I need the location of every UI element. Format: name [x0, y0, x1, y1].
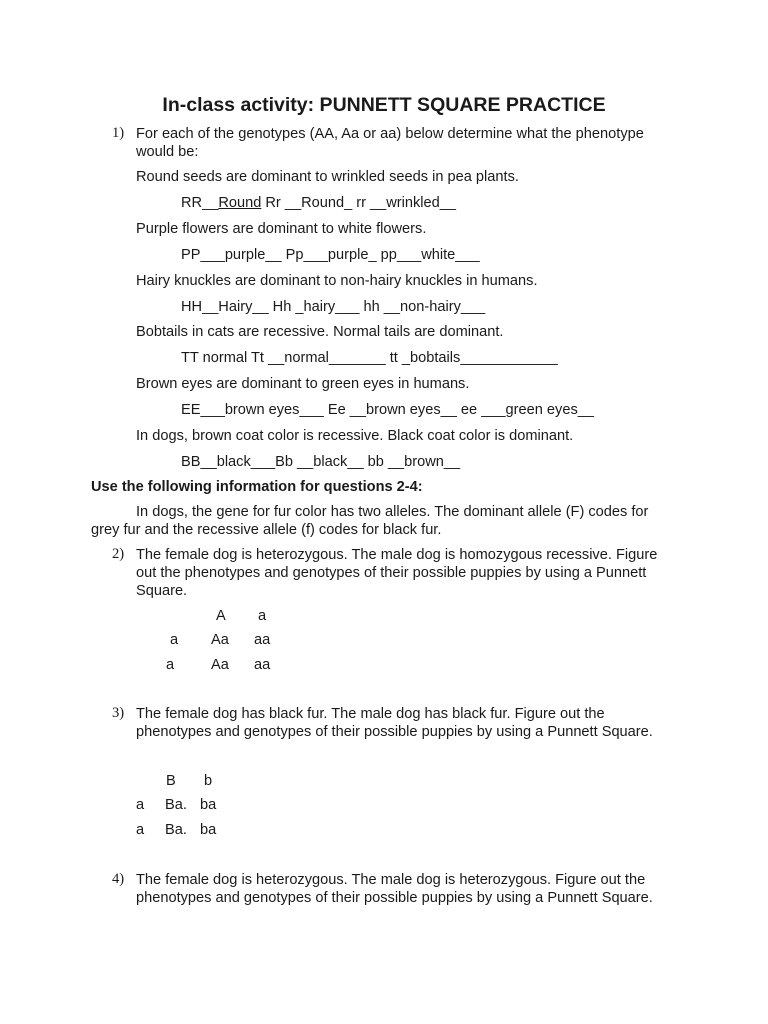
q1-answer-seeds-post: Rr __Round_ rr __wrinkled__ [261, 195, 457, 211]
q2-square-row-1-label: a [170, 632, 179, 648]
q1-answer-tails: TT normal Tt __normal_______ tt _bobtails____________ [181, 350, 558, 366]
q2-square-row-2-cell-1: Aa [211, 657, 229, 673]
q2-square-row-2-label: a [166, 657, 175, 673]
question-4-number: 4) [112, 871, 125, 887]
question-3-line-1: The female dog has black fur. The male dog has black fur. Figure out the [136, 706, 605, 722]
q1-answer-seeds-underlined: Round [218, 195, 262, 211]
q2-square-row-1-cell-1: Aa [211, 632, 229, 648]
q1-answer-coat: BB__black___Bb __black__ bb __brown__ [181, 454, 461, 470]
q3-square-row-1-label: a [136, 797, 145, 813]
info-line-1: In dogs, the gene for fur color has two alleles. The dominant allele (F) codes for [136, 504, 649, 520]
q3-square-header-2: b [204, 773, 213, 789]
q1-statement-flowers: Purple flowers are dominant to white flowers. [136, 221, 427, 237]
info-line-2: grey fur and the recessive allele (f) codes for black fur. [91, 522, 442, 538]
q3-square-row-2-cell-2: ba [200, 822, 217, 838]
question-1-number: 1) [112, 125, 125, 141]
q1-answer-seeds [181, 194, 456, 212]
q3-square-row-2-label: a [136, 822, 145, 838]
q3-square-row-1-cell-2: ba [200, 797, 217, 813]
q1-statement-coat: In dogs, brown coat color is recessive. Black coat color is dominant. [136, 428, 574, 444]
question-2-number: 2) [112, 546, 125, 562]
question-3-line-2: phenotypes and genotypes of their possible puppies by using a Punnett Square. [136, 724, 653, 740]
info-heading: Use the following information for questions 2-4: [91, 479, 423, 495]
q2-square-row-2-cell-2: aa [254, 657, 271, 673]
q1-answer-eyes: EE___brown eyes___ Ee __brown eyes__ ee ___green eyes__ [181, 402, 594, 418]
q1-statement-seeds: Round seeds are dominant to wrinkled seeds in pea plants. [136, 169, 519, 185]
q1-statement-knuckles: Hairy knuckles are dominant to non-hairy knuckles in humans. [136, 273, 538, 289]
question-2-line-3: Square. [136, 583, 188, 599]
question-3-number: 3) [112, 705, 125, 721]
question-2-line-1: The female dog is heterozygous. The male dog is homozygous recessive. Figure [136, 547, 658, 563]
question-2-line-2: out the phenotypes and genotypes of their possible puppies by using a Punnett [136, 565, 647, 581]
q1-answer-knuckles: HH__Hairy__ Hh _hairy___ hh __non-hairy___ [181, 299, 486, 315]
page-title: In-class activity: PUNNETT SQUARE PRACTICE [162, 94, 606, 116]
question-1-prompt-line-2: would be: [136, 144, 199, 160]
q2-square-header-2: a [258, 608, 267, 624]
question-4-line-1: The female dog is heterozygous. The male dog is heterozygous. Figure out the [136, 872, 646, 888]
q3-square-header-1: B [166, 773, 176, 789]
q1-statement-tails: Bobtails in cats are recessive. Normal tails are dominant. [136, 324, 504, 340]
question-4-line-2: phenotypes and genotypes of their possible puppies by using a Punnett Square. [136, 890, 653, 906]
q3-square-row-1-cell-1: Ba. [165, 797, 187, 813]
q2-square-header-1: A [216, 608, 226, 624]
q1-statement-eyes: Brown eyes are dominant to green eyes in humans. [136, 376, 470, 392]
question-1-prompt-line-1: For each of the genotypes (AA, Aa or aa) below determine what the phenotype [136, 126, 644, 142]
q3-square-row-2-cell-1: Ba. [165, 822, 187, 838]
q2-square-row-1-cell-2: aa [254, 632, 271, 648]
q1-answer-seeds-pre: RR__ [181, 195, 219, 211]
q1-answer-flowers: PP___purple__ Pp___purple_ pp___white___ [181, 247, 480, 263]
